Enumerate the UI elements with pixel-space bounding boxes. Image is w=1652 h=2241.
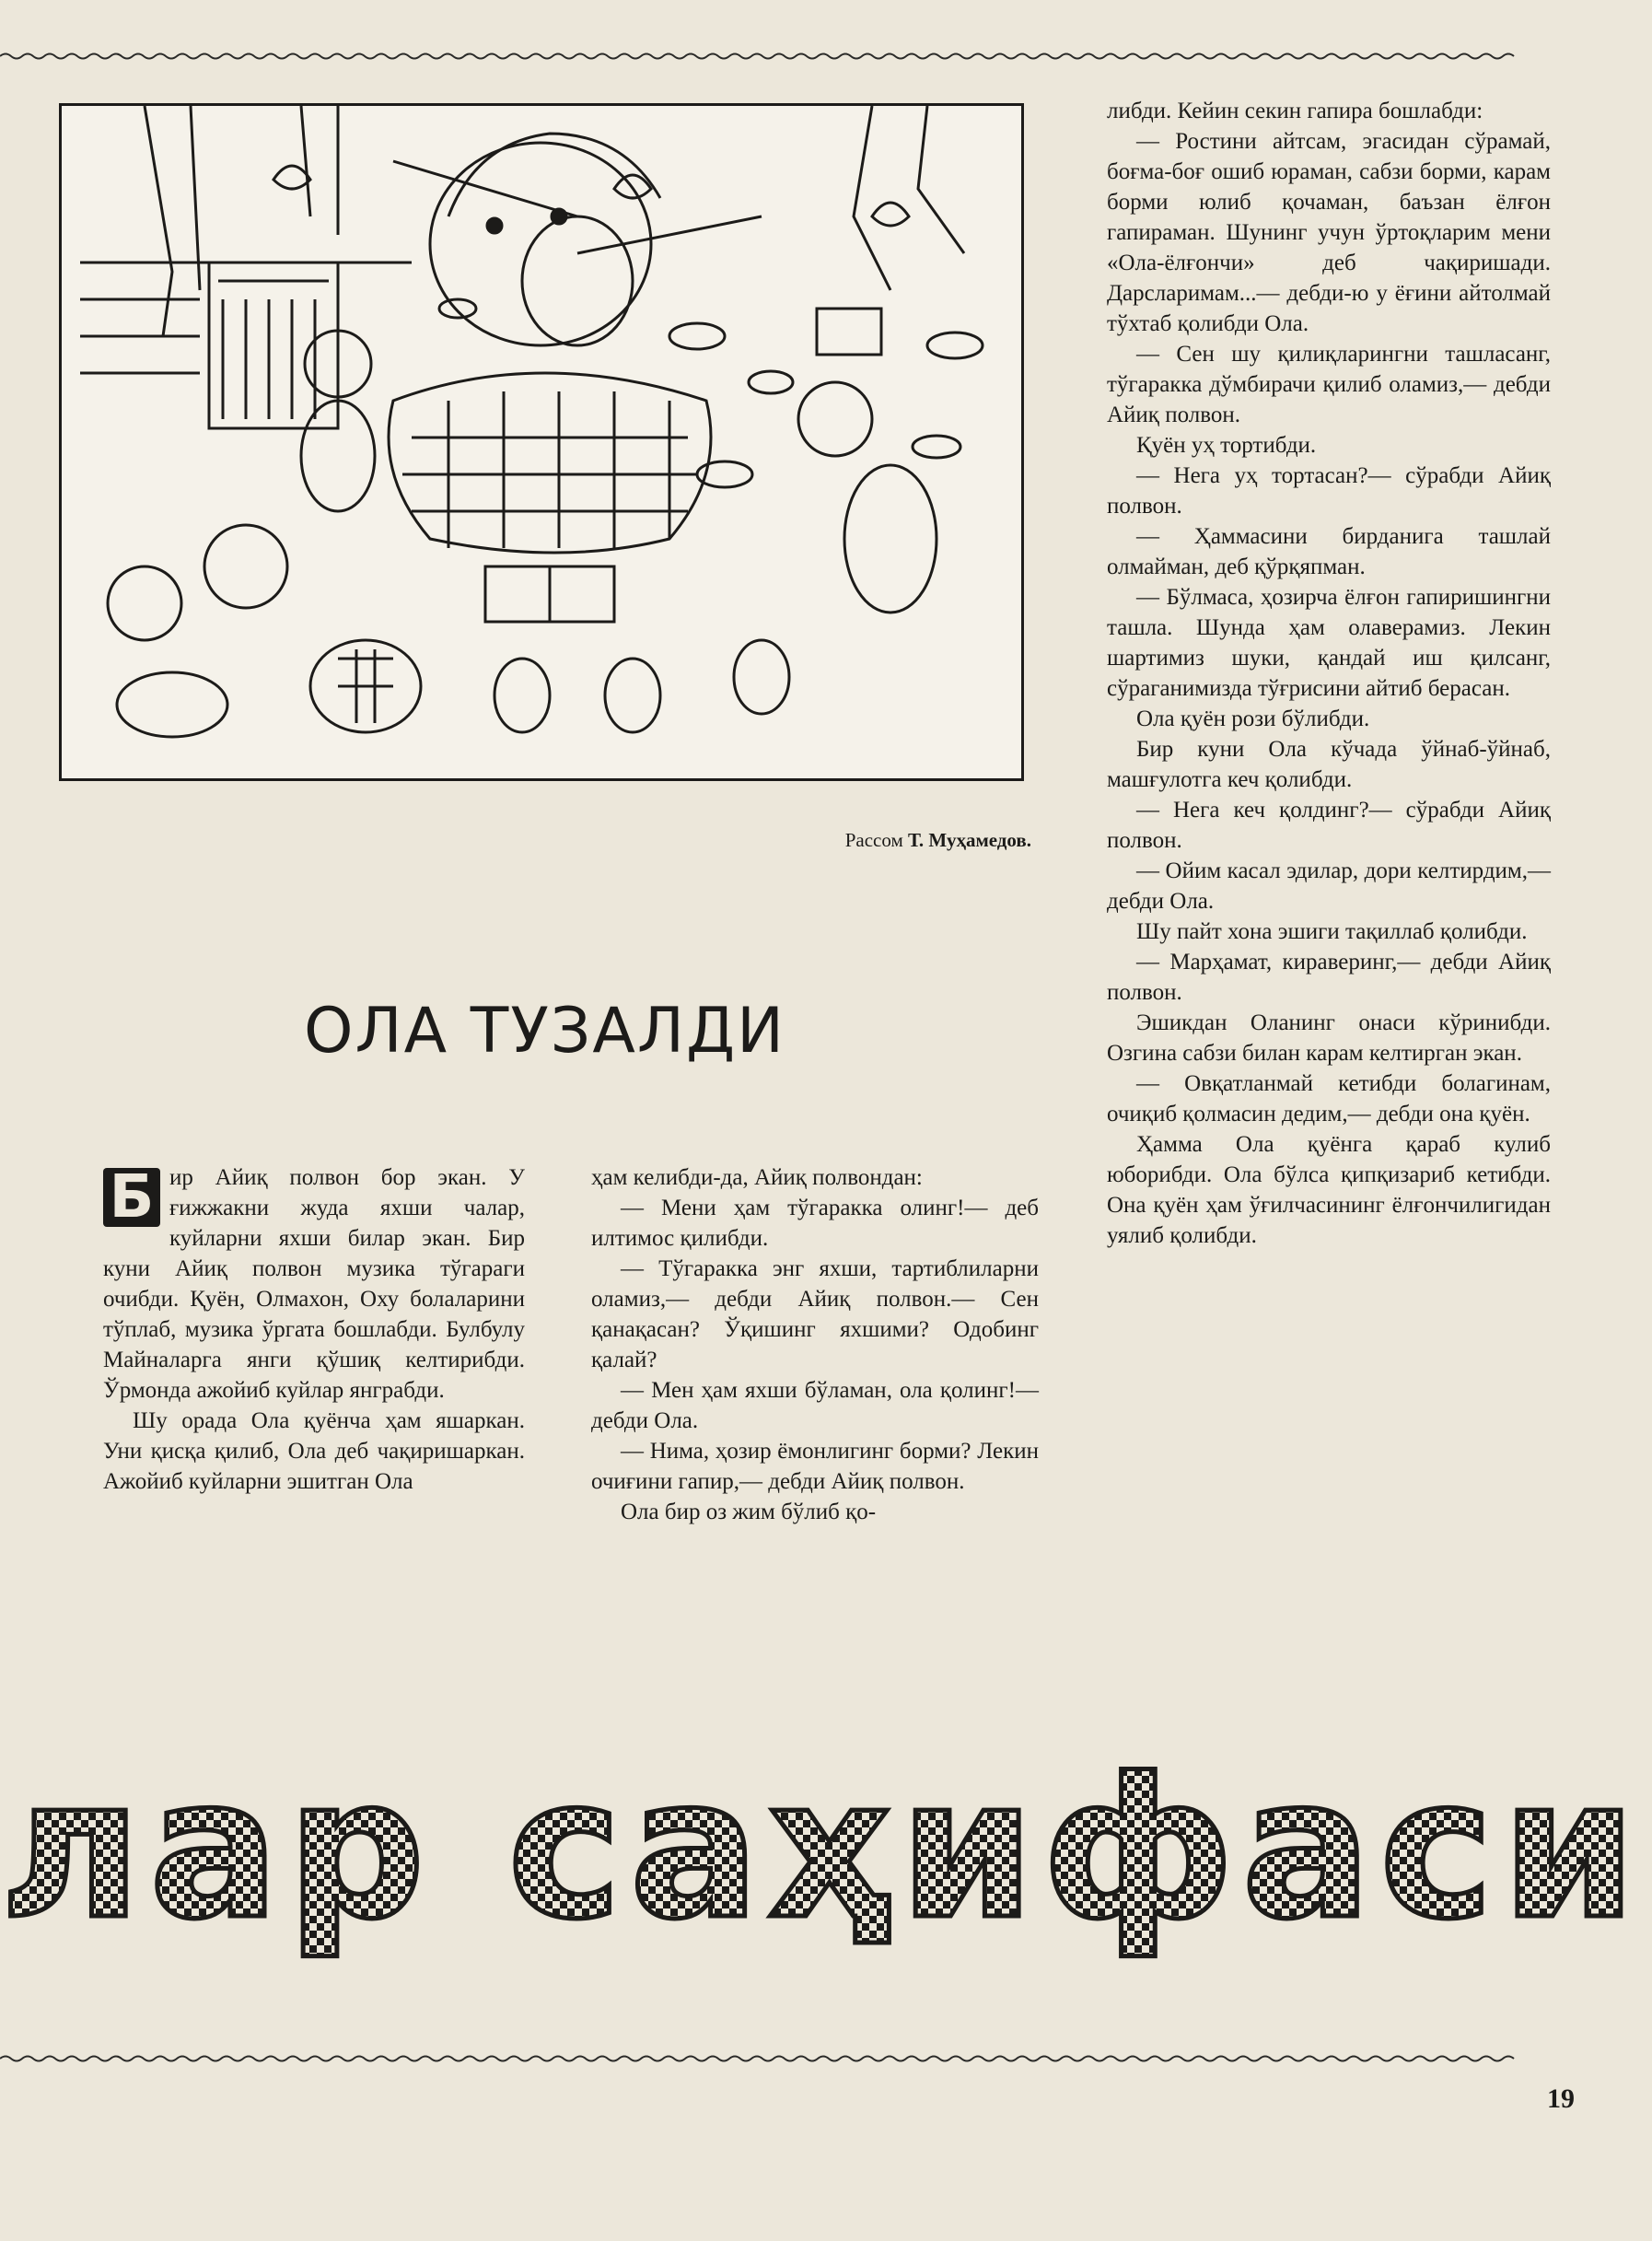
article-column-2 [591,1162,1039,1527]
paragraph: — Овқатланмай кетибди болагинам, очиқиб қолмасин дедим,— дебди она қуён. [1107,1071,1551,1126]
illustration-drawing [62,106,1021,778]
paragraph: ҳам келибди-да, Айиқ полвондан: [591,1165,923,1190]
paragraph: Ҳамма Ола қуёнга қараб кулиб юборибди. Ола бўлса қипқизариб кетибди. Она қуён ҳам ўғилчасининг ёлғончилигидан уялиб қолибди. [1107,1132,1551,1248]
credit-prefix: Рассом [844,829,903,851]
paragraph: Эшикдан Оланинг онаси кўринибди. Озгина сабзи билан карам келтирган экан. [1107,1010,1551,1066]
bottom-rule [0,2052,1652,2065]
paragraph: Бир куни Ола кўчада ўйнаб-ўйнаб, машғулотга кеч қолибди. [1107,737,1551,792]
banner-text: лар саҳифаси [0,1736,1645,1962]
paragraph: — Тўгаракка энг яхши, тартиблиларни оламиз,— дебди Айиқ полвон.— Сен қанақасан? Ўқишинг яхшими? Одобинг қалай? [591,1256,1039,1372]
paragraph: — Бўлмаса, ҳозирча ёлғон гапиришингни ташла. Шунда ҳам олаверамиз. Лекин шартимиз шуки, қандай иш қилсанг, сўраганимизда тўғрисини айтиб берасан. [1107,585,1551,701]
section-banner [0,1695,1652,1990]
paragraph: Қуён уҳ тортибди. [1136,433,1317,458]
article-title: ОЛА ТУЗАЛДИ [304,995,786,1068]
paragraph: — Нега уҳ тортасан?— сўрабди Айиқ полвон. [1107,463,1551,519]
paragraph: — Мени ҳам тўгаракка олинг!— деб илтимос қилибди. [591,1196,1039,1251]
story-illustration [59,103,1024,781]
article-column-3 [1107,96,1551,1251]
paragraph: — Нима, ҳозир ёмонлигинг борми? Лекин очиғини гапир,— дебди Айиқ полвон. [591,1439,1039,1494]
paragraph: либди. Кейин секин гапира бошлабди: [1107,99,1483,123]
article-column-1 [103,1162,525,1497]
paragraph: — Ҳаммасини бирданига ташлай олмайман, деб қўрқяпман. [1107,524,1551,579]
paragraph: — Нега кеч қолдинг?— сўрабди Айиқ полвон. [1107,798,1551,853]
paragraph: Ола қуён рози бўлибди. [1136,706,1370,731]
page-number: 19 [1547,2083,1575,2114]
paragraph: — Ойим касал эдилар, дори келтирдим,— дебди Ола. [1107,858,1551,914]
paragraph-text: ир Айиқ полвон бор экан. У ғижжакни жуда яхши чалар, куйларни яхши билар экан. Бир куни Айиқ полвон музика тўгараги очибди. Қуён, Олмахон, Оху болаларини тўплаб, музика ўргата бошлабди. Булбулу Майналарга янги қўшиқ келтирибди. Ўрмонда ажойиб куйлар янграбди. [103,1165,525,1403]
drop-cap: Б [103,1168,160,1227]
paragraph [103,1162,525,1406]
paragraph: — Марҳамат, кираверинг,— дебди Айиқ полвон. [1107,950,1551,1005]
paragraph: — Мен ҳам яхши бўламан, ола қолинг!— дебди Ола. [591,1378,1039,1433]
paragraph: Ола бир оз жим бўлиб қо- [621,1500,877,1524]
illustration-credit [553,829,1031,852]
paragraph: — Сен шу қилиқларингни ташласанг, тўгаракка дўмбирачи қилиб оламиз,— дебди Айиқ полвон. [1107,342,1551,427]
paragraph: — Ростини айтсам, эгасидан сўрамай, боғма-боғ ошиб юраман, сабзи борми, карам борми юлиб қочаман, баъзан ёлғон гапираман. Шунинг учун ўртоқларим мени «Ола-ёлғончи» деб чақиришади. Дарсларимам...— дебди-ю у ёғини айтолмай тўхтаб қолибди Ола. [1107,129,1551,336]
credit-name: Т. Муҳамедов. [908,829,1031,851]
paragraph: Шу орада Ола қуёнча ҳам яшаркан. Уни қисқа қилиб, Ола деб чақиришаркан. Ажойиб куйларни эшитган Ола [103,1408,525,1494]
top-rule [0,50,1652,63]
paragraph: Шу пайт хона эшиги тақиллаб қолибди. [1136,919,1528,944]
